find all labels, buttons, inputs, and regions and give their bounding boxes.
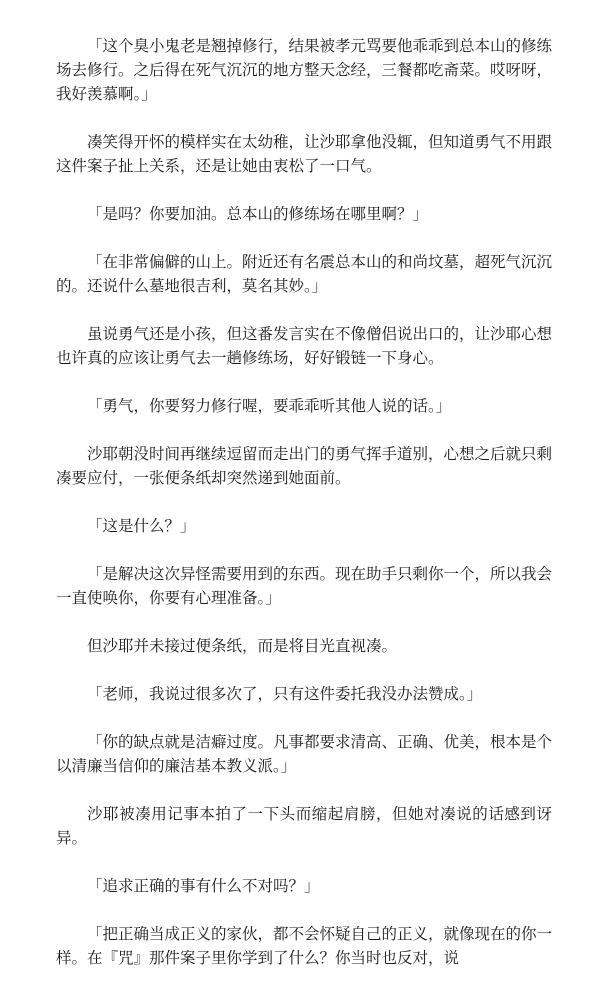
paragraph: 「在非常偏僻的山上。附近还有名震总本山的和尚坟墓，超死气沉沉的。还说什么墓地很吉利，莫名其妙。」: [56, 253, 553, 295]
paragraph: 沙耶被凑用记事本拍了一下头而缩起肩膀，但她对凑说的话感到讶异。: [56, 805, 552, 847]
paragraph: 「追求正确的事有什么不对吗？」: [87, 877, 320, 895]
paragraph: 「勇气，你要努力修行喔，要乖乖听其他人说的话。」: [87, 397, 452, 415]
page-body: [56, 34, 552, 994]
paragraph: 但沙耶并未接过便条纸，而是将目光直视凑。: [87, 637, 398, 655]
paragraph: 「老师，我说过很多次了，只有这件委托我没办法赞成。」: [87, 685, 483, 703]
paragraph: 凑笑得开怀的模样实在太幼稚，让沙耶拿他没辄，但知道勇气不用跟这件案子扯上关系，还是让她由衷松了一口气。: [56, 133, 553, 175]
paragraph: 沙耶朝没时间再继续逗留而走出门的勇气挥手道别，心想之后就只剩凑要应付，一张便条纸却突然递到她面前。: [56, 445, 553, 487]
paragraph: 「是吗？你要加油。总本山的修练场在哪里啊？」: [87, 205, 429, 223]
paragraph: 「是解决这次异怪需要用到的东西。现在助手只剩你一个，所以我会一直使唤你，你要有心理准备。」: [56, 565, 553, 607]
paragraph: 「这是什么？」: [87, 517, 196, 535]
paragraph: 虽说勇气还是小孩，但这番发言实在不像僧侣说出口的，让沙耶心想也许真的应该让勇气去一趟修练场，好好锻链一下身心。: [56, 325, 553, 367]
paragraph: 「你的缺点就是洁癖过度。凡事都要求清高、正确、优美，根本是个以清廉当信仰的廉洁基本教义派。」: [56, 733, 553, 775]
paragraph: 「这个臭小鬼老是翘掉修行，结果被孝元骂要他乖乖到总本山的修练场去修行。之后得在死气沉沉的地方整天念经，三餐都吃斋菜。哎呀呀，我好羡慕啊。」: [56, 37, 553, 103]
paragraph: 「把正确当成正义的家伙，都不会怀疑自己的正义，就像现在的你一样。在『咒』那件案子里你学到了什么？你当时也反对，说: [56, 925, 553, 967]
